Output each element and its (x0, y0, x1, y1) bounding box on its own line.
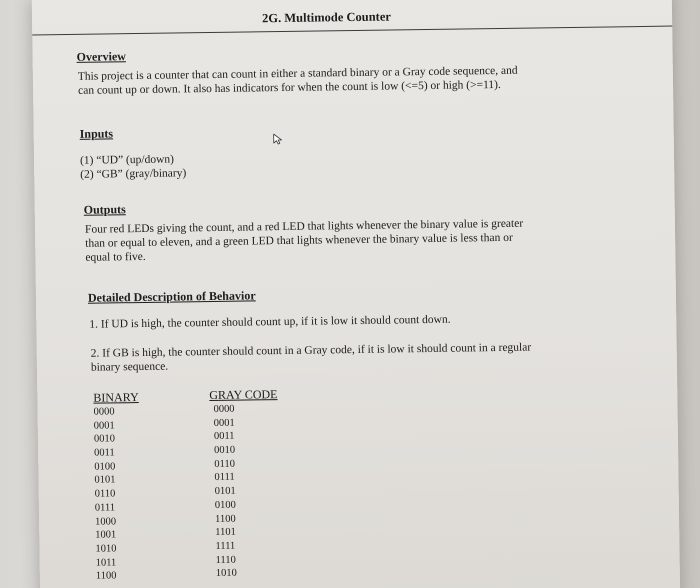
binary-cell: 1000 (95, 515, 117, 528)
binary-cell: 0001 (93, 420, 115, 432)
binary-cell: 0100 (94, 461, 116, 473)
binary-cell: 0101 (94, 474, 116, 487)
mouse-pointer-icon (273, 133, 285, 145)
outputs-heading: Outputs (83, 202, 126, 217)
gray-cell: 0110 (214, 458, 235, 470)
overview-text-line2: can count up or down. It also has indicators for when the count is low (<=5) or high (>=11). (77, 78, 501, 97)
binary-cell: 1100 (95, 570, 117, 582)
gray-cell: 0100 (214, 499, 236, 511)
gray-cell: 0001 (213, 417, 235, 429)
gray-cell: 1101 (215, 526, 236, 539)
binary-cell: 0111 (94, 502, 116, 514)
binary-cell: 0011 (94, 447, 115, 459)
gray-cell: 0111 (214, 472, 235, 484)
gray-cell: 0101 (214, 485, 236, 498)
outputs-text-line3: equal to five. (85, 250, 146, 264)
input-item-gb: (2) “GB” (gray/binary) (80, 167, 187, 181)
page-title: 2G. Multimode Counter (261, 9, 391, 26)
gray-cell: 1100 (214, 513, 236, 525)
binary-column (93, 405, 116, 583)
gray-cell: 0011 (213, 431, 235, 443)
gray-cell: 0010 (214, 444, 236, 457)
binary-column-header: BINARY (93, 390, 139, 405)
overview-text-line1: This project is a counter that can count in either a standard binary or a Gray code sequence, and (77, 64, 518, 83)
inputs-heading: Inputs (79, 126, 114, 141)
binary-cell: 0110 (94, 488, 116, 500)
gray-cell: 1010 (215, 567, 237, 580)
binary-cell: 1001 (95, 529, 117, 541)
document-page (32, 0, 680, 588)
outputs-text-line2: than or equal to eleven, and a green LED that lights whenever the binary value is less than or (85, 231, 513, 250)
gray-cell: 0000 (213, 403, 235, 415)
gray-cell: 1111 (215, 540, 236, 552)
behavior-item-2-line2: binary sequence. (90, 360, 169, 374)
overview-heading: Overview (76, 49, 126, 64)
gray-column (213, 403, 236, 581)
binary-cell: 0000 (93, 406, 115, 418)
gray-column-header: GRAY CODE (209, 387, 278, 403)
behavior-item-2-line1: 2. If GB is high, the counter should count in a Gray code, if it is low it should count in a regular (90, 341, 532, 360)
gray-cell: 1110 (215, 554, 236, 566)
binary-cell: 1011 (95, 556, 117, 569)
behavior-item-1: 1. If UD is high, the counter should count up, if it is low it should count down. (89, 313, 451, 331)
title-divider (32, 26, 672, 36)
outputs-text-line1: Four red LEDs giving the count, and a red LED that lights whenever the binary value is greater (84, 217, 524, 236)
binary-cell: 0010 (93, 433, 116, 446)
behavior-heading: Detailed Description of Behavior (87, 288, 256, 305)
binary-cell: 1010 (95, 543, 117, 555)
input-item-ud: (1) “UD” (up/down) (79, 153, 175, 167)
